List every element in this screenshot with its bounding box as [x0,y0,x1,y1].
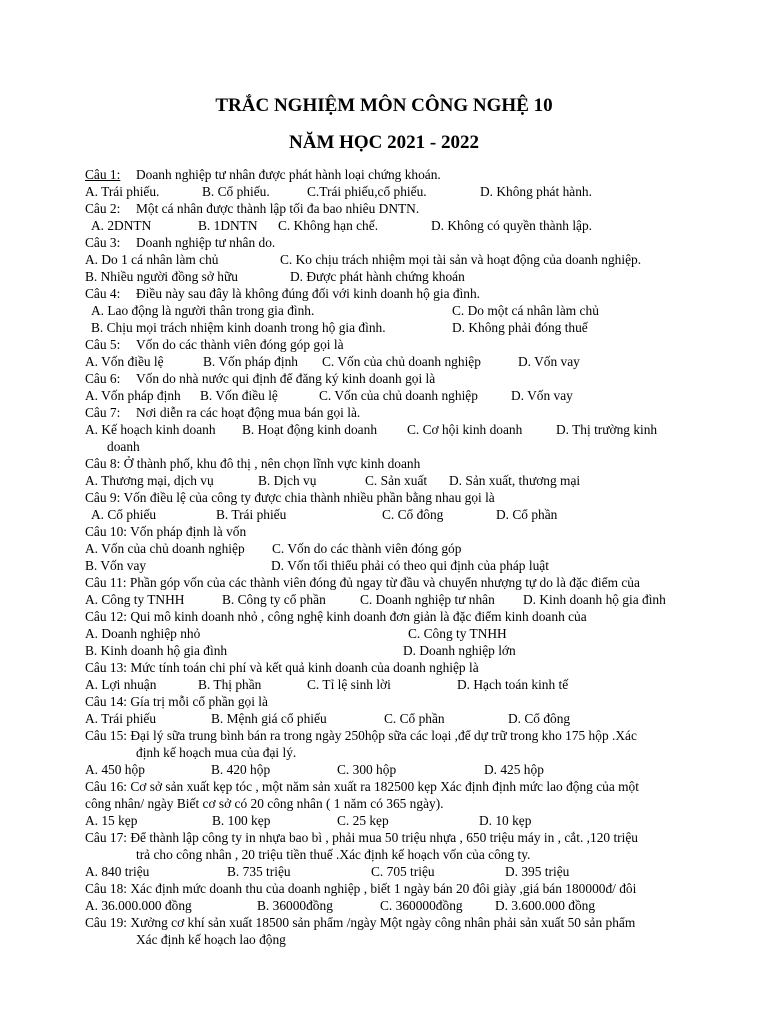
option-c: C. Vốn của chủ doanh nghiệp [319,388,478,403]
question-text: Điều này sau đây là không đúng đối với kinh doanh hộ gia đình. [136,286,481,301]
option-c: C. 360000đồng [380,898,463,913]
option-a: A. 2DNTN [91,218,152,233]
question-text: Câu 19: Xưởng cơ khí sản xuất 18500 sản phẩm /ngày Một ngày công nhân phải sản xuất 50 sản phẩm [85,915,636,930]
answer-row [85,676,765,693]
option-a: A. 36.000.000 đồng [85,898,192,913]
question-text: Doanh nghiệp tư nhân do. [136,235,276,250]
option-b: B. Vốn vay [85,558,147,573]
option-a: A. Vốn của chủ doanh nghiệp [85,541,245,556]
option-c: C. 705 triệu [371,864,435,879]
option-b: B. 100 kẹp [212,813,271,828]
option-b: B. Chịu mọi trách nhiệm kinh doanh trong hộ gia đình. [91,320,386,335]
answer-row [85,319,765,336]
option-d: D. 10 kẹp [479,813,532,828]
option-b: B. Dịch vụ [258,473,317,488]
answer-row [85,472,765,489]
question-text: Câu 12: Qui mô kinh doanh nhỏ , công nghệ kinh doanh đơn giản là đặc điểm kinh doanh của [85,609,587,624]
answer-row [85,625,765,642]
option-c: C. Do một cá nhân làm chủ [452,303,599,318]
option-d-continued: doanh [107,439,140,454]
option-b: B. 420 hộp [211,762,271,777]
question-label: Câu 2: [85,201,121,216]
question-7 [85,404,765,421]
option-c: C. Không hạn chế. [278,218,379,233]
question-14 [85,693,765,710]
option-a: A. 840 triệu [85,864,150,879]
question-label: Câu 1: [85,167,121,182]
question-text-continued [85,846,765,863]
question-label: Câu 6: [85,371,121,386]
question-text: Vốn do nhà nước qui định để đăng ký kinh doanh gọi là [136,371,436,386]
question-9 [85,489,765,506]
option-c: C. Công ty TNHH [408,626,507,641]
option-b: B. Hoạt động kinh doanh [242,422,378,437]
question-text-2: định kế hoạch mua của đại lý. [136,745,297,760]
question-4 [85,285,765,302]
option-a: A. Cổ phiếu [91,507,157,522]
option-d: D. Hạch toán kinh tế [457,677,569,692]
question-text: Câu 14: Gía trị mỗi cổ phần gọi là [85,694,268,709]
question-text: Một cá nhân được thành lập tối đa bao nhiêu DNTN. [136,201,420,216]
option-b: B. Kinh doanh hộ gia đình [85,643,228,658]
question-2 [85,200,765,217]
answer-row [85,761,765,778]
question-text: Câu 16: Cơ sở sản xuất kẹp tóc , một năm sản xuất ra 182500 kẹp Xác định định mức lao động của một [85,779,639,794]
option-a: A. Trái phiếu [85,711,157,726]
option-b: B. Vốn pháp định [203,354,298,369]
option-a: A. Doanh nghiệp nhỏ [85,626,201,641]
question-label: Câu 5: [85,337,121,352]
question-text: Câu 8: Ở thành phố, khu đô thị , nên chọn lĩnh vực kinh doanh [85,456,421,471]
answer-row [85,540,765,557]
question-5 [85,336,765,353]
question-18 [85,880,765,897]
option-a: A. Lao động là người thân trong gia đình. [91,303,315,318]
question-text: Vốn do các thành viên đóng góp gọi là [136,337,344,352]
answer-row [85,217,765,234]
option-c: C. Doanh nghiệp tư nhân [360,592,495,607]
question-17 [85,829,765,846]
answer-row [85,302,765,319]
question-text: Câu 15: Đại lý sữa trung bình bán ra trong ngày 250hộp sữa các loại ,để dự trữ trong kho 175 hộp .Xác [85,728,637,743]
option-d: D. Không phải đóng thuế [452,320,588,335]
page-subtitle: NĂM HỌC 2021 - 2022 [289,132,479,153]
option-a: A. Lợi nhuận [85,677,157,692]
option-c: C. Tỉ lệ sinh lời [307,677,391,692]
question-text-2: công nhân/ ngày Biết cơ sở có 20 công nhân ( 1 năm có 365 ngày). [85,796,444,811]
question-text: Câu 13: Mức tính toán chi phí và kết quả kinh doanh của doanh nghiệp là [85,660,479,675]
question-text-continued [85,744,765,761]
option-d: D. 425 hộp [484,762,544,777]
question-12 [85,608,765,625]
option-d: D. Doanh nghiệp lớn [403,643,516,658]
question-text: Câu 17: Để thành lập công ty in nhựa bao bì , phải mua 50 triệu nhựa , 650 triệu máy in , cắt. ,120 triệu [85,830,638,845]
option-d: D. Không phát hành. [480,184,592,199]
option-c: C. Vốn do các thành viên đóng góp [272,541,462,556]
option-d: D. Vốn tối thiểu phải có theo qui định của pháp luật [271,558,549,573]
question-10 [85,523,765,540]
option-c: C. Cổ phần [384,711,445,726]
answer-row [85,710,765,727]
option-a: A. Kế hoạch kinh doanh [85,422,216,437]
answer-row [85,642,765,659]
option-a: A. 15 kẹp [85,813,138,828]
question-text-continued [85,931,765,948]
option-b: B. Mệnh giá cổ phiếu [211,711,327,726]
question-list [85,166,765,948]
question-text-2: trả cho công nhân , 20 triệu tiền thuế .Xác định kế hoạch vốn của công ty. [136,847,531,862]
answer-row [85,812,765,829]
option-c: C. 300 hộp [337,762,397,777]
option-d: D. Kinh doanh hộ gia đình [523,592,666,607]
answer-row [85,183,765,200]
option-b: B. Thị phần [198,677,262,692]
option-d: D. Được phát hành chứng khoán [290,269,465,284]
option-c: C. Cơ hội kinh doanh [407,422,523,437]
option-b: B. 36000đồng [257,898,333,913]
option-a: A. Trái phiếu. [85,184,160,199]
question-19 [85,914,765,931]
answer-row [85,353,765,370]
option-a: A. Công ty TNHH [85,592,185,607]
option-a: A. Vốn điều lệ [85,354,164,369]
answer-row [85,506,765,523]
question-text: Câu 18: Xác định mức doanh thu của doanh nghiệp , biết 1 ngày bán 20 đôi giày ,giá bán 180000đ/ đôi [85,881,637,896]
answer-row [85,421,765,438]
answer-row [85,557,765,574]
option-b: B. Trái phiếu [216,507,287,522]
answer-row [85,863,765,880]
option-b: B. 1DNTN [198,218,258,233]
question-11 [85,574,765,591]
option-d: D. Vốn vay [518,354,580,369]
question-3 [85,234,765,251]
option-d: D. 395 triệu [505,864,570,879]
option-b: B. Cổ phiếu. [202,184,270,199]
option-d: D. Cổ phần [496,507,558,522]
question-text: Doanh nghiệp tư nhân được phát hành loại chứng khoán. [136,167,441,182]
question-label: Câu 4: [85,286,121,301]
question-text: Nơi diễn ra các hoạt động mua bán gọi là. [136,405,361,420]
question-15 [85,727,765,744]
question-text-continued [85,795,765,812]
option-d: D. Sản xuất, thương mại [449,473,581,488]
answer-row [85,251,765,268]
option-c: C. 25 kẹp [337,813,389,828]
question-16 [85,778,765,795]
option-c: C. Cổ đông [382,507,444,522]
answer-row [85,591,765,608]
option-b: B. Nhiều người đồng sở hữu [85,269,238,284]
option-c: C. Ko chịu trách nhiệm mọi tài sản và hoạt động của doanh nghiệp. [280,252,642,267]
question-1 [85,166,765,183]
question-text: Câu 10: Vốn pháp định là vốn [85,524,247,539]
option-d: D. Thị trường kinh [556,422,658,437]
page-title: TRẮC NGHIỆM MÔN CÔNG NGHỆ 10 [215,95,553,116]
option-d: D. Cổ đông [508,711,571,726]
option-a: A. Thương mại, dịch vụ [85,473,214,488]
answer-row [85,897,765,914]
option-b: B. 735 triệu [227,864,291,879]
question-label: Câu 3: [85,235,121,250]
question-8 [85,455,765,472]
answer-row [85,268,765,285]
question-6 [85,370,765,387]
answer-row [85,387,765,404]
option-a: A. 450 hộp [85,762,145,777]
option-d: D. Vốn vay [511,388,573,403]
option-b: B. Vốn điều lệ [200,388,278,403]
option-b: B. Công ty cổ phần [222,592,326,607]
answer-row-continued [85,438,765,455]
option-a: A. Vốn pháp định [85,388,181,403]
question-text: Câu 9: Vốn điều lệ của công ty được chia thành nhiều phần bằng nhau gọi là [85,490,495,505]
option-c: C.Trái phiếu,cổ phiếu. [307,184,427,199]
question-13 [85,659,765,676]
option-a: A. Do 1 cá nhân làm chủ [85,252,219,267]
question-text: Câu 11: Phần góp vốn của các thành viên đóng đủ ngay từ đầu và chuyển nhượng tự do là đặc điểm của [85,575,640,590]
question-label: Câu 7: [85,405,121,420]
question-text-2: Xác định kế hoạch lao động [136,932,286,947]
option-c: C. Sản xuất [365,473,428,488]
option-d: D. Không có quyền thành lập. [431,218,593,233]
option-d: D. 3.600.000 đồng [495,898,596,913]
option-c: C. Vốn của chủ doanh nghiệp [322,354,481,369]
